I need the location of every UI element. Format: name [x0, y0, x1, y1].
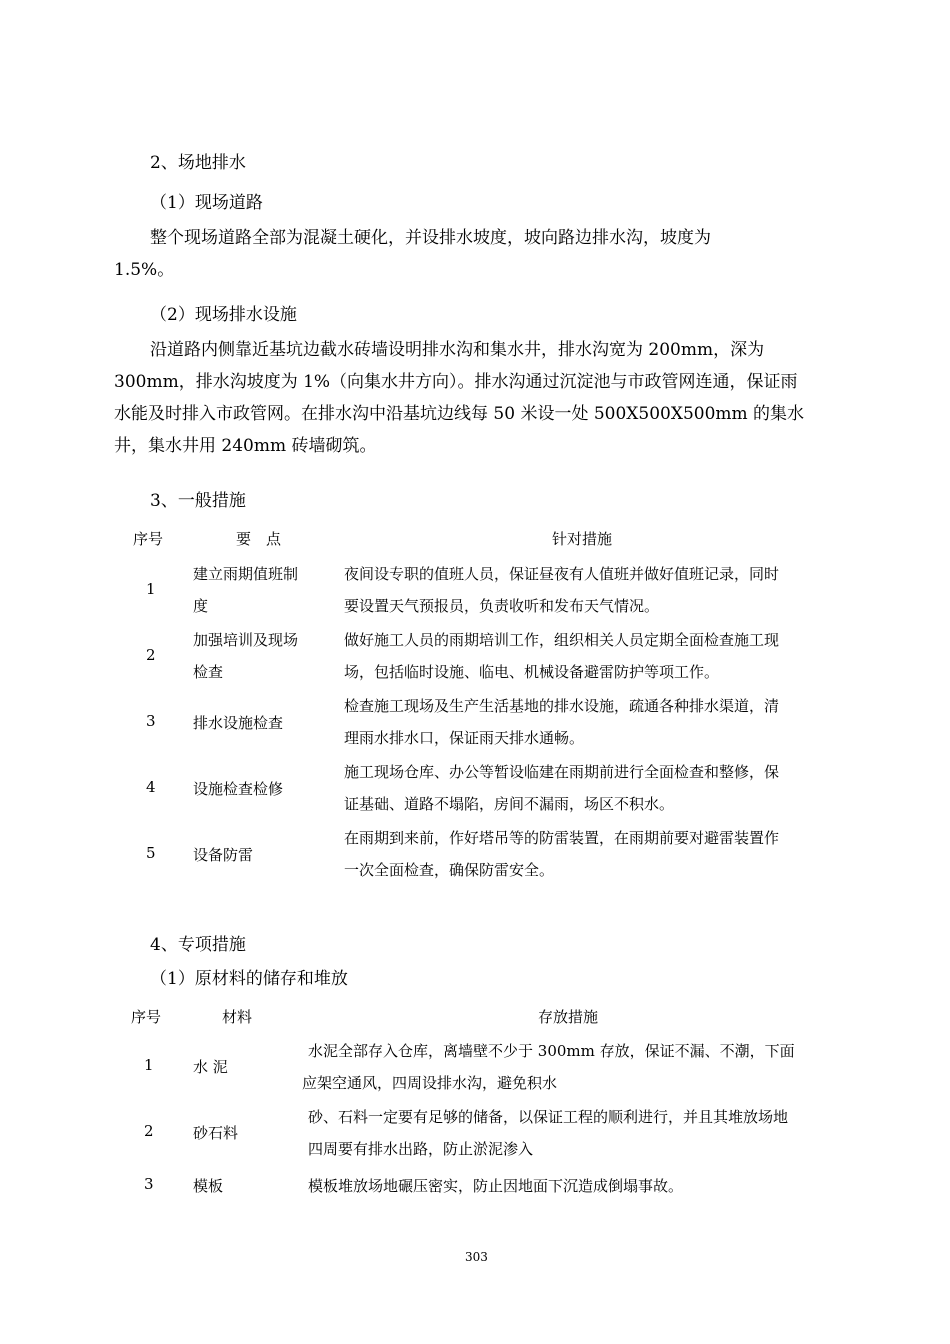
paragraph-roads-line-2: 1.5%。: [114, 260, 175, 280]
row-number: 3: [146, 712, 156, 730]
row-measure: 理雨水排水口，保证雨天排水通畅。: [344, 729, 585, 747]
subheading-material-storage: （1）原材料的储存和堆放: [150, 969, 348, 989]
section-2-heading: 2、场地排水: [150, 153, 246, 173]
row-measure: 检查施工现场及生产生活基地的排水设施，疏通各种排水渠道，清: [344, 697, 780, 715]
row-measure: 夜间设专职的值班人员，保证昼夜有人值班并做好值班记录，同时: [344, 565, 780, 583]
row-measure: 施工现场仓库、办公等暂设临建在雨期前进行全面检查和整修，保: [344, 763, 780, 781]
section-3-heading: 3、一般措施: [150, 491, 246, 511]
table-header-measure: 针对措施: [552, 530, 613, 548]
row-measure: 模板堆放场地碾压密实，防止因地面下沉造成倒塌事故。: [308, 1177, 684, 1195]
row-measure: 四周要有排水出路，防止淤泥渗入: [308, 1140, 534, 1158]
row-material: 砂石料: [193, 1124, 239, 1142]
row-measure: 水泥全部存入仓库，离墙壁不少于 300mm 存放，保证不漏、不潮，下面: [308, 1042, 795, 1060]
row-measure: 在雨期到来前，作好塔吊等的防雷装置，在雨期前要对避雷装置作: [344, 829, 780, 847]
row-measure: 做好施工人员的雨期培训工作，组织相关人员定期全面检查施工现: [344, 631, 780, 649]
subheading-site-roads: （1）现场道路: [150, 193, 263, 213]
paragraph-drainage-line-1: 沿道路内侧靠近基坑边截水砖墙设明排水沟和集水井，排水沟宽为 200mm，深为: [150, 340, 765, 360]
row-number: 1: [144, 1056, 154, 1074]
row-number: 2: [146, 646, 156, 664]
row-measure: 砂、石料一定要有足够的储备，以保证工程的顺利进行，并且其堆放场地: [308, 1108, 789, 1126]
row-point: 检查: [193, 663, 224, 681]
row-point: 度: [193, 597, 209, 615]
table-header-measure: 存放措施: [538, 1008, 599, 1026]
row-point: 设备防雷: [193, 846, 254, 864]
paragraph-roads-line-1: 整个现场道路全部为混凝土硬化，并设排水坡度，坡向路边排水沟，坡度为: [150, 228, 711, 248]
table-header-material: 材料: [222, 1008, 253, 1026]
paragraph-drainage-line-2: 300mm，排水沟坡度为 1%（向集水井方向）。排水沟通过沉淀池与市政管网连通，保证雨: [114, 372, 798, 392]
row-material: 水 泥: [193, 1058, 228, 1076]
row-point: 建立雨期值班制: [193, 565, 299, 583]
row-point: 设施检查检修: [193, 780, 284, 798]
table-header-point: 要 点: [236, 530, 282, 548]
row-number: 4: [146, 778, 156, 796]
subheading-drainage-facilities: （2）现场排水设施: [150, 305, 297, 325]
row-measure: 应架空通风，四周设排水沟，避免积水: [302, 1074, 558, 1092]
paragraph-drainage-line-4: 井，集水井用 240mm 砖墙砌筑。: [114, 436, 377, 456]
row-material: 模板: [193, 1177, 224, 1195]
row-number: 5: [146, 844, 156, 862]
table-header-no: 序号: [133, 530, 164, 548]
row-measure: 一次全面检查，确保防雷安全。: [344, 861, 555, 879]
table-header-no: 序号: [131, 1008, 162, 1026]
row-measure: 场，包括临时设施、临电、机械设备避雷防护等项工作。: [344, 663, 720, 681]
page-number: 303: [465, 1250, 488, 1264]
row-point: 加强培训及现场: [193, 631, 299, 649]
section-4-heading: 4、专项措施: [150, 935, 246, 955]
row-measure: 证基础、道路不塌陷，房间不漏雨，场区不积水。: [344, 795, 675, 813]
row-point: 排水设施检查: [193, 714, 284, 732]
row-number: 1: [146, 580, 156, 598]
row-number: 2: [144, 1122, 154, 1140]
row-measure: 要设置天气预报员，负责收听和发布天气情况。: [344, 597, 660, 615]
paragraph-drainage-line-3: 水能及时排入市政管网。在排水沟中沿基坑边线每 50 米设一处 500X500X500mm 的集水: [114, 404, 805, 424]
row-number: 3: [144, 1175, 154, 1193]
